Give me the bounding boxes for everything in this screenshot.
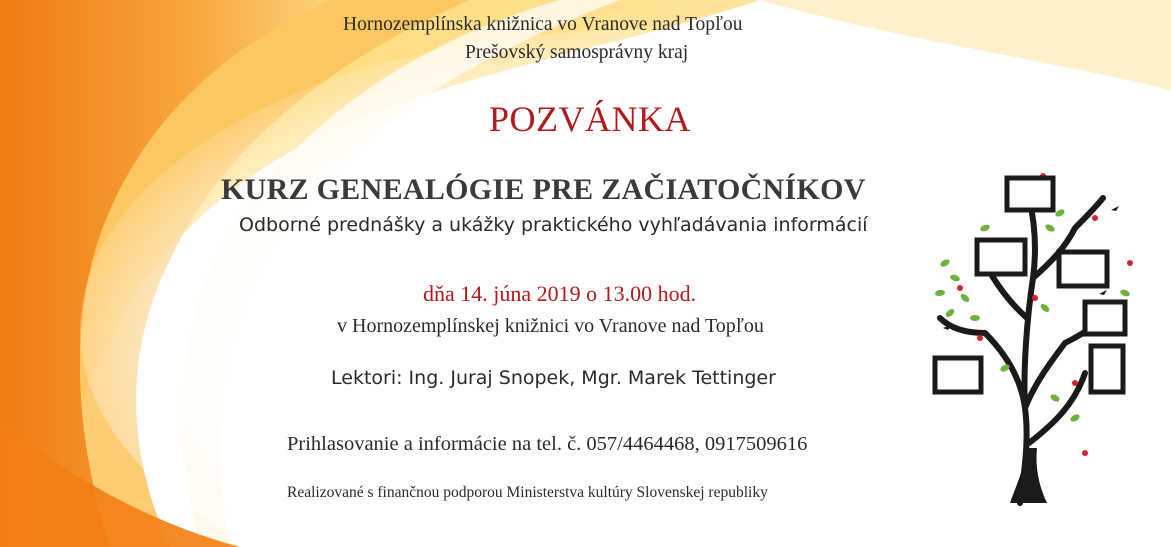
contact-info: Prihlasovanie a informácie na tel. č. 057/4464468, 0917509616 [287, 433, 808, 455]
library-name: Hornozemplínska knižnica vo Vranove nad Topľou [343, 14, 743, 35]
course-subtitle: Odborné prednášky a ukážky praktického vyhľadávania informácií [239, 214, 868, 236]
family-tree-icon [925, 168, 1165, 508]
lecturers: Lektori: Ing. Juraj Snopek, Mgr. Marek Tettinger [331, 367, 776, 389]
event-date: dňa 14. júna 2019 o 13.00 hod. [423, 281, 697, 306]
invitation-title: POZVÁNKA [489, 99, 691, 139]
course-title: KURZ GENEALÓGIE PRE ZAČIATOČNÍKOV [221, 173, 866, 206]
event-venue: v Hornozemplínskej knižnici vo Vranove nad Topľou [337, 315, 764, 337]
funding-note: Realizované s finančnou podporou Ministerstva kultúry Slovenskej republiky [287, 484, 768, 501]
region-name: Prešovský samosprávny kraj [465, 42, 689, 63]
